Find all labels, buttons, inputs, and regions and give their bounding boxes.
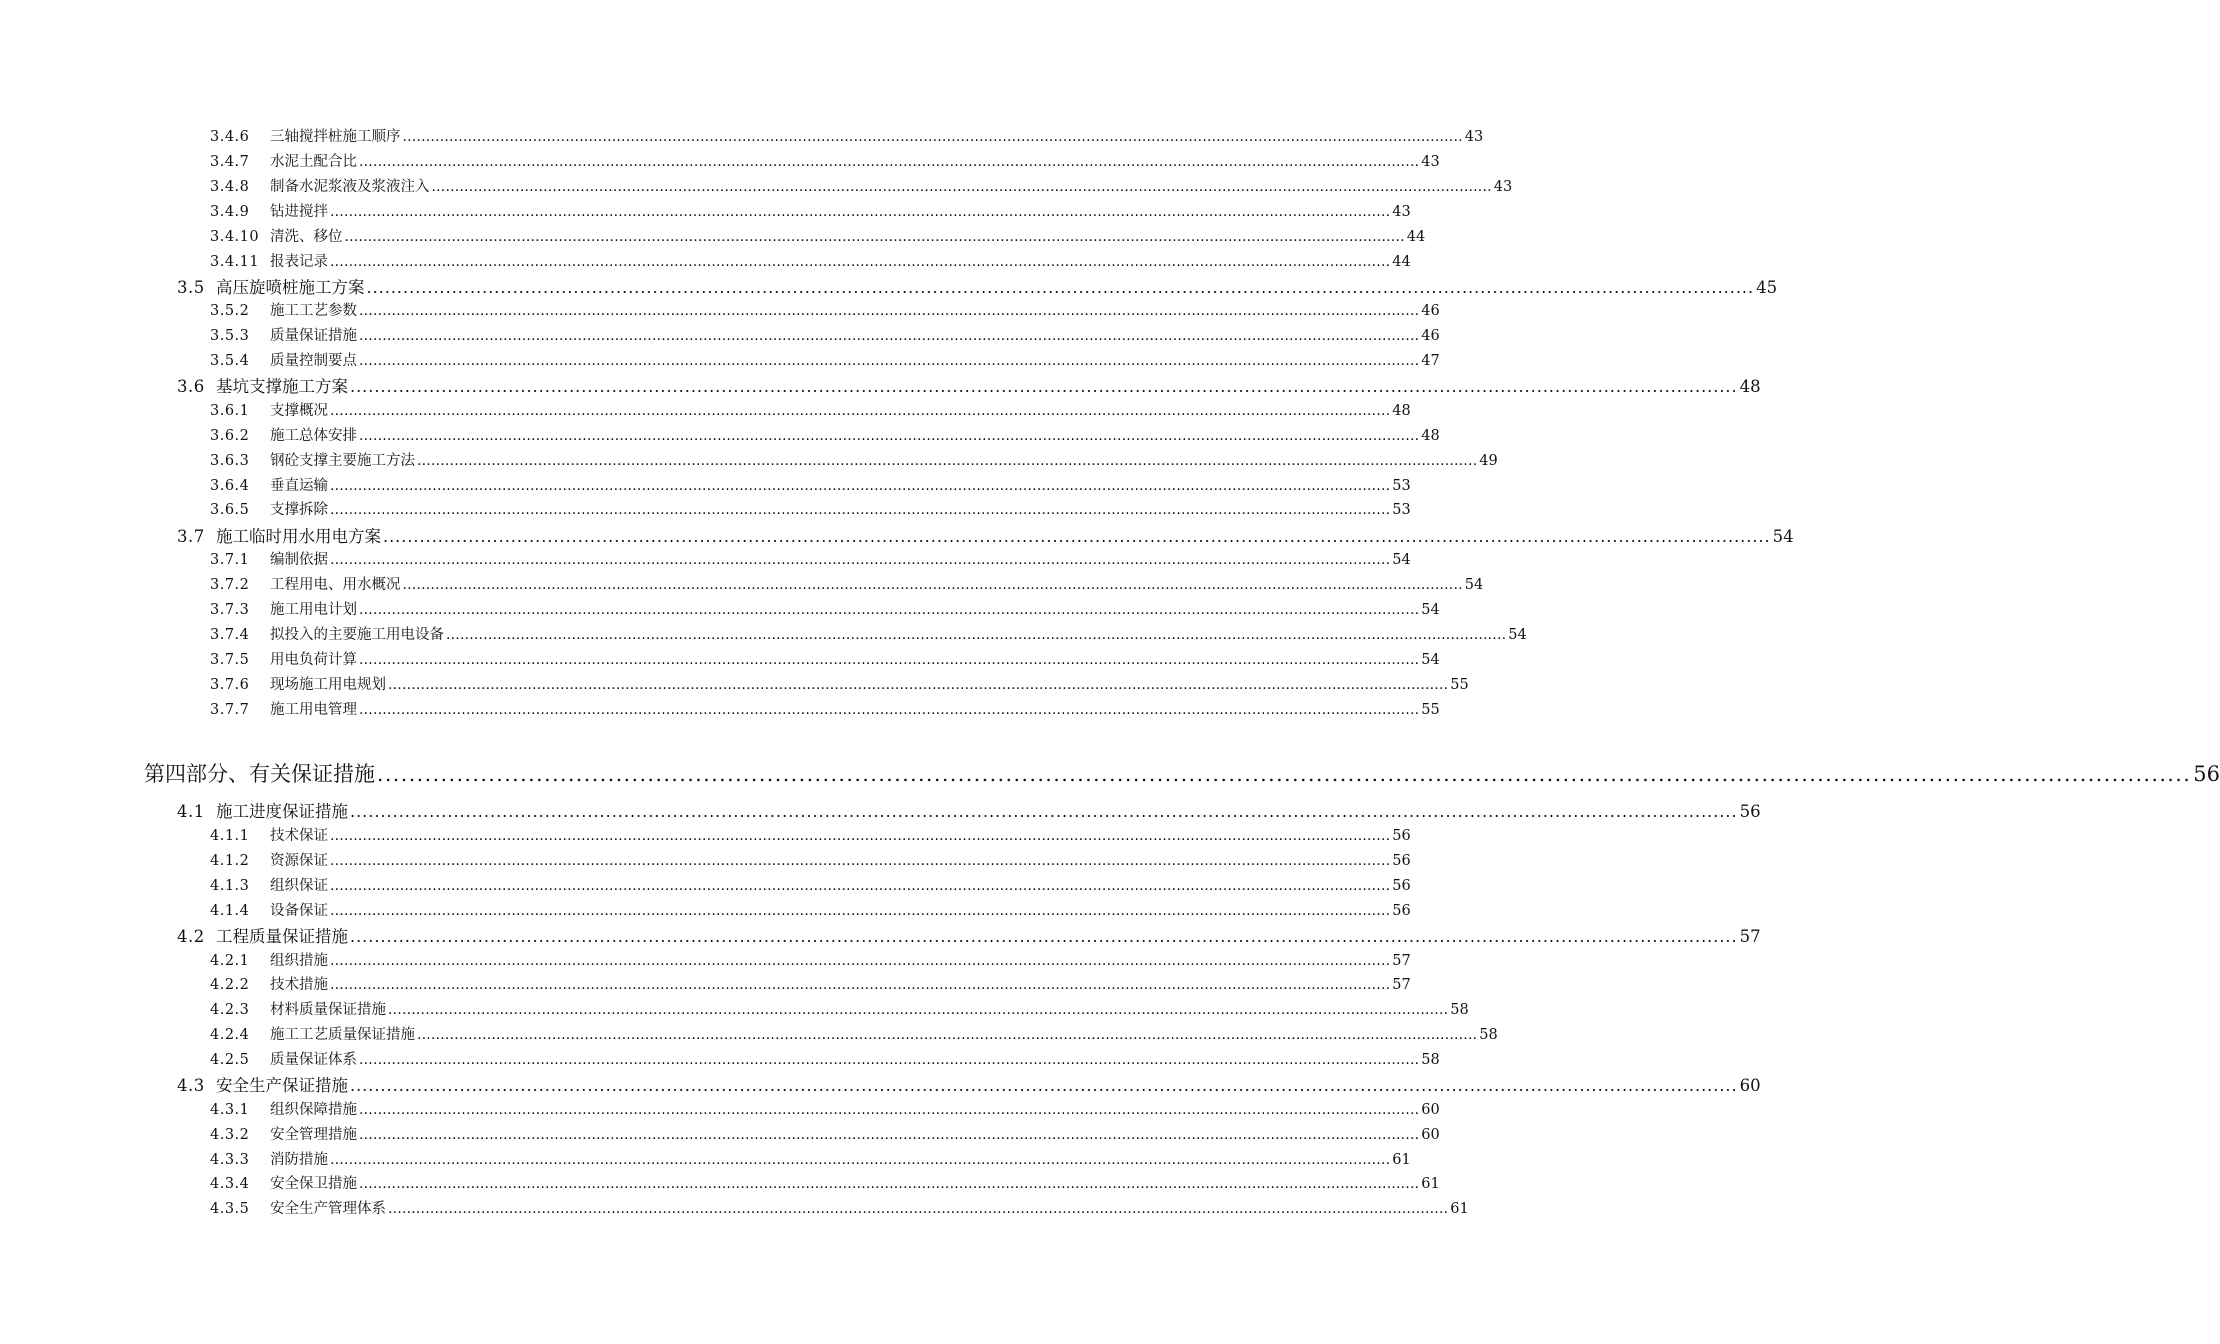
toc-entry-page-number: 60 xyxy=(1739,1076,1761,1095)
toc-dot-leader: .................................................................................................................................................................................................................................... xyxy=(330,478,1391,494)
toc-dot-leader: .................................................................................................................................................................................................................................... xyxy=(402,129,1463,145)
toc-entry-title: 钻进搅拌 xyxy=(270,204,328,220)
toc-entry[interactable] xyxy=(210,501,1411,520)
toc-entry-page-number: 54 xyxy=(1772,527,1794,546)
toc-entry[interactable] xyxy=(210,827,1411,846)
toc-entry-number: 3.4.6 xyxy=(210,129,250,145)
toc-entry-number: 4.2.2 xyxy=(210,977,250,993)
toc-entry-number: 4.3 xyxy=(177,1076,205,1095)
toc-entry-title: 材料质量保证措施 xyxy=(270,1002,386,1018)
toc-dot-leader: .................................................................................................................................................................................................................................... xyxy=(359,1127,1420,1143)
toc-entry-title: 安全管理措施 xyxy=(270,1127,357,1143)
toc-entry-page-number: 48 xyxy=(1739,377,1761,396)
toc-entry-title: 工程质量保证措施 xyxy=(216,927,348,946)
toc-dot-leader: .................................................................................................................................................................................................................................... xyxy=(330,502,1391,518)
toc-entry-number: 4.1.4 xyxy=(210,903,250,919)
toc-entry-title: 消防措施 xyxy=(270,1152,328,1168)
toc-dot-leader: .................................................................................................................................................................................................................................... xyxy=(366,278,1755,297)
toc-entry-number: 3.7.6 xyxy=(210,677,250,693)
toc-entry-page-number: 57 xyxy=(1392,977,1411,993)
toc-entry[interactable] xyxy=(210,402,1411,421)
toc-entry[interactable] xyxy=(210,1051,1440,1070)
toc-entry[interactable] xyxy=(210,203,1411,222)
toc-entry-page-number: 53 xyxy=(1392,478,1411,494)
toc-dot-leader: .................................................................................................................................................................................................................................... xyxy=(402,577,1463,593)
toc-entry[interactable] xyxy=(177,526,1794,547)
toc-entry[interactable] xyxy=(210,676,1469,695)
toc-entry-number: 3.4.7 xyxy=(210,154,250,170)
toc-entry[interactable] xyxy=(177,801,1761,822)
toc-entry[interactable] xyxy=(210,153,1440,172)
toc-entry-page-number: 55 xyxy=(1450,677,1469,693)
toc-entry[interactable] xyxy=(210,701,1440,720)
toc-entry-page-number: 44 xyxy=(1406,229,1426,245)
toc-entry-page-number: 61 xyxy=(1421,1176,1440,1192)
toc-entry-title: 组织保障措施 xyxy=(270,1102,357,1118)
toc-dot-leader: .................................................................................................................................................................................................................................... xyxy=(330,403,1391,419)
toc-entry[interactable] xyxy=(177,1075,1761,1096)
toc-entry-number: 3.6.5 xyxy=(210,502,250,518)
toc-dot-leader: .................................................................................................................................................................................................................................... xyxy=(359,328,1420,344)
toc-dot-leader: .................................................................................................................................................................................................................................... xyxy=(446,627,1507,643)
toc-entry-title: 现场施工用电规划 xyxy=(270,677,386,693)
toc-dot-leader: .................................................................................................................................................................................................................................... xyxy=(388,1002,1449,1018)
toc-entry[interactable] xyxy=(210,1175,1440,1194)
toc-entry[interactable] xyxy=(210,852,1411,871)
toc-entry-number: 3.4.9 xyxy=(210,204,250,220)
toc-dot-leader: .................................................................................................................................................................................................................................... xyxy=(383,527,1771,546)
toc-entry-title: 第四部分、有关保证措施 xyxy=(144,762,375,786)
toc-entry-page-number: 61 xyxy=(1450,1201,1469,1217)
toc-entry-number: 4.2 xyxy=(177,927,205,946)
toc-entry-number: 4.2.3 xyxy=(210,1002,250,1018)
toc-entry-title: 基坑支撑施工方案 xyxy=(216,377,348,396)
toc-entry-page-number: 57 xyxy=(1392,953,1411,969)
toc-entry-number: 4.3.2 xyxy=(210,1127,250,1143)
toc-dot-leader: .................................................................................................................................................................................................................................... xyxy=(388,1201,1449,1217)
toc-dot-leader: .................................................................................................................................................................................................................................... xyxy=(359,602,1420,618)
toc-entry-page-number: 55 xyxy=(1421,702,1440,718)
toc-entry-title: 清洗、移位 xyxy=(270,229,343,245)
toc-entry-page-number: 43 xyxy=(1464,129,1484,145)
toc-entry[interactable] xyxy=(210,1200,1469,1219)
toc-entry[interactable] xyxy=(210,902,1411,921)
toc-entry[interactable] xyxy=(210,427,1440,446)
toc-entry[interactable] xyxy=(210,352,1440,371)
toc-entry-page-number: 58 xyxy=(1421,1052,1440,1068)
toc-dot-leader: .................................................................................................................................................................................................................................... xyxy=(330,903,1391,919)
toc-entry-page-number: 56 xyxy=(1392,828,1411,844)
toc-entry-page-number: 54 xyxy=(1464,577,1484,593)
toc-entry-number: 3.6 xyxy=(177,377,205,396)
toc-entry-title: 技术保证 xyxy=(270,828,328,844)
toc-entry-page-number: 48 xyxy=(1392,403,1411,419)
toc-entry-number: 3.7.1 xyxy=(210,552,250,568)
toc-dot-leader: .................................................................................................................................................................................................................................... xyxy=(359,303,1420,319)
toc-entry-page-number: 61 xyxy=(1392,1152,1411,1168)
toc-entry-title: 资源保证 xyxy=(270,853,328,869)
toc-entry-page-number: 54 xyxy=(1421,652,1440,668)
toc-dot-leader: .................................................................................................................................................................................................................................... xyxy=(330,552,1391,568)
toc-dot-leader: .................................................................................................................................................................................................................................... xyxy=(330,204,1391,220)
toc-dot-leader: .................................................................................................................................................................................................................................... xyxy=(350,927,1738,946)
toc-entry[interactable] xyxy=(144,761,2220,788)
toc-dot-leader: .................................................................................................................................................................................................................................... xyxy=(431,179,1492,195)
toc-entry[interactable] xyxy=(210,128,1484,147)
toc-entry-title: 施工总体安排 xyxy=(270,428,357,444)
toc-entry-number: 3.6.4 xyxy=(210,478,250,494)
toc-dot-leader: .................................................................................................................................................................................................................................... xyxy=(330,977,1391,993)
toc-entry[interactable] xyxy=(177,926,1761,947)
toc-entry-page-number: 60 xyxy=(1421,1102,1440,1118)
toc-dot-leader: .................................................................................................................................................................................................................................... xyxy=(359,353,1420,369)
toc-entry-title: 组织措施 xyxy=(270,953,328,969)
toc-entry-page-number: 58 xyxy=(1450,1002,1469,1018)
toc-entry[interactable] xyxy=(210,1151,1411,1170)
toc-entry[interactable] xyxy=(210,952,1411,971)
toc-entry-title: 支撑概况 xyxy=(270,403,328,419)
toc-dot-leader: .................................................................................................................................................................................................................................... xyxy=(417,1027,1478,1043)
toc-entry[interactable] xyxy=(177,376,1761,397)
toc-entry-page-number: 54 xyxy=(1421,602,1440,618)
toc-entry-title: 施工工艺质量保证措施 xyxy=(270,1027,415,1043)
toc-entry-number: 3.7.4 xyxy=(210,627,250,643)
toc-entry[interactable] xyxy=(210,253,1411,272)
toc-entry[interactable] xyxy=(210,651,1440,670)
toc-entry-page-number: 49 xyxy=(1479,453,1498,469)
toc-entry[interactable] xyxy=(210,626,1527,645)
toc-entry-number: 3.6.1 xyxy=(210,403,250,419)
toc-entry-title: 高压旋喷桩施工方案 xyxy=(216,278,365,297)
toc-entry-page-number: 44 xyxy=(1392,254,1411,270)
toc-entry-title: 技术措施 xyxy=(270,977,328,993)
toc-entry-page-number: 56 xyxy=(1392,903,1411,919)
toc-dot-leader: .................................................................................................................................................................................................................................... xyxy=(359,428,1420,444)
toc-entry[interactable] xyxy=(210,1126,1440,1145)
toc-entry-title: 报表记录 xyxy=(270,254,328,270)
toc-entry-number: 4.2.5 xyxy=(210,1052,250,1068)
toc-entry-number: 3.5.3 xyxy=(210,328,250,344)
toc-entry-page-number: 46 xyxy=(1421,303,1440,319)
toc-entry[interactable] xyxy=(177,277,1778,298)
toc-entry[interactable] xyxy=(210,1001,1469,1020)
toc-entry[interactable] xyxy=(210,976,1411,995)
toc-entry-page-number: 47 xyxy=(1421,353,1440,369)
toc-entry-title: 安全保卫措施 xyxy=(270,1176,357,1192)
toc-entry-number: 3.4.10 xyxy=(210,229,260,245)
toc-entry[interactable] xyxy=(210,877,1411,896)
toc-entry-title: 用电负荷计算 xyxy=(270,652,357,668)
toc-entry-title: 三轴搅拌桩施工顺序 xyxy=(270,129,401,145)
toc-entry-title: 垂直运输 xyxy=(270,478,328,494)
toc-dot-leader: .................................................................................................................................................................................................................................... xyxy=(359,702,1420,718)
toc-entry-number: 3.7 xyxy=(177,527,205,546)
toc-entry-title: 施工临时用水用电方案 xyxy=(216,527,381,546)
toc-entry-title: 施工用电计划 xyxy=(270,602,357,618)
toc-entry-title: 设备保证 xyxy=(270,903,328,919)
toc-entry-number: 4.1.3 xyxy=(210,878,250,894)
toc-entry-page-number: 58 xyxy=(1479,1027,1498,1043)
toc-entry-number: 3.5.2 xyxy=(210,303,250,319)
toc-entry-title: 质量保证措施 xyxy=(270,328,357,344)
toc-dot-leader: .................................................................................................................................................................................................................................... xyxy=(350,802,1738,821)
toc-dot-leader: .................................................................................................................................................................................................................................... xyxy=(359,652,1420,668)
toc-entry-number: 4.2.1 xyxy=(210,953,250,969)
toc-entry-title: 施工用电管理 xyxy=(270,702,357,718)
toc-entry[interactable] xyxy=(210,1026,1498,1045)
toc-entry-page-number: 54 xyxy=(1392,552,1411,568)
toc-dot-leader: .................................................................................................................................................................................................................................... xyxy=(359,154,1420,170)
toc-entry-page-number: 60 xyxy=(1421,1127,1440,1143)
toc-entry[interactable] xyxy=(210,1101,1440,1120)
toc-entry-page-number: 43 xyxy=(1493,179,1513,195)
toc-dot-leader: .................................................................................................................................................................................................................................... xyxy=(417,453,1478,469)
toc-entry[interactable] xyxy=(210,327,1440,346)
toc-entry[interactable] xyxy=(210,178,1513,197)
toc-entry[interactable] xyxy=(210,228,1426,247)
toc-entry-page-number: 54 xyxy=(1508,627,1527,643)
toc-dot-leader: .................................................................................................................................................................................................................................... xyxy=(359,1176,1420,1192)
toc-entry-title: 安全生产保证措施 xyxy=(216,1076,348,1095)
toc-entry-page-number: 56 xyxy=(1392,853,1411,869)
toc-entry-page-number: 56 xyxy=(1739,802,1761,821)
toc-entry-page-number: 53 xyxy=(1392,502,1411,518)
toc-entry-number: 3.7.7 xyxy=(210,702,250,718)
toc-dot-leader: .................................................................................................................................................................................................................................... xyxy=(330,853,1391,869)
toc-entry-page-number: 46 xyxy=(1421,328,1440,344)
toc-entry-page-number: 43 xyxy=(1392,204,1411,220)
toc-dot-leader: .................................................................................................................................................................................................................................... xyxy=(330,1152,1391,1168)
toc-entry-number: 4.3.5 xyxy=(210,1201,250,1217)
toc-entry-title: 拟投入的主要施工用电设备 xyxy=(270,627,444,643)
toc-entry-number: 4.1.1 xyxy=(210,828,250,844)
toc-entry-page-number: 43 xyxy=(1421,154,1440,170)
toc-entry-page-number: 45 xyxy=(1756,278,1778,297)
toc-dot-leader: .................................................................................................................................................................................................................................... xyxy=(330,953,1391,969)
toc-entry-number: 4.2.4 xyxy=(210,1027,250,1043)
toc-entry-number: 4.1.2 xyxy=(210,853,250,869)
toc-entry[interactable] xyxy=(210,601,1440,620)
toc-entry[interactable] xyxy=(210,576,1484,595)
toc-dot-leader: .................................................................................................................................................................................................................................... xyxy=(377,762,2192,786)
toc-dot-leader: .................................................................................................................................................................................................................................... xyxy=(350,377,1738,396)
toc-entry-title: 支撑拆除 xyxy=(270,502,328,518)
toc-entry-number: 3.7.2 xyxy=(210,577,250,593)
toc-entry[interactable] xyxy=(210,551,1411,570)
toc-entry[interactable] xyxy=(210,302,1440,321)
toc-entry-number: 3.7.5 xyxy=(210,652,250,668)
toc-entry-page-number: 56 xyxy=(1392,878,1411,894)
toc-entry-title: 工程用电、用水概况 xyxy=(270,577,401,593)
toc-entry-title: 水泥土配合比 xyxy=(270,154,357,170)
toc-entry-number: 3.6.3 xyxy=(210,453,250,469)
toc-entry-title: 安全生产管理体系 xyxy=(270,1201,386,1217)
toc-entry-title: 施工进度保证措施 xyxy=(216,802,348,821)
toc-entry-title: 质量保证体系 xyxy=(270,1052,357,1068)
toc-entry-number: 3.6.2 xyxy=(210,428,250,444)
toc-dot-leader: .................................................................................................................................................................................................................................... xyxy=(359,1052,1420,1068)
toc-entry-number: 4.3.1 xyxy=(210,1102,250,1118)
toc-entry[interactable] xyxy=(210,477,1411,496)
toc-entry-title: 钢砼支撑主要施工方法 xyxy=(270,453,415,469)
toc-entry-number: 3.4.11 xyxy=(210,254,260,270)
toc-entry-title: 质量控制要点 xyxy=(270,353,357,369)
toc-entry-number: 4.3.3 xyxy=(210,1152,250,1168)
toc-entry-page-number: 57 xyxy=(1739,927,1761,946)
toc-entry-number: 3.7.3 xyxy=(210,602,250,618)
toc-dot-leader: .................................................................................................................................................................................................................................... xyxy=(330,254,1391,270)
toc-dot-leader: .................................................................................................................................................................................................................................... xyxy=(330,828,1391,844)
toc-entry-number: 3.5.4 xyxy=(210,353,250,369)
toc-entry-title: 编制依据 xyxy=(270,552,328,568)
toc-dot-leader: .................................................................................................................................................................................................................................... xyxy=(359,1102,1420,1118)
toc-entry[interactable] xyxy=(210,452,1498,471)
toc-entry-page-number: 56 xyxy=(2193,762,2220,786)
toc-entry-page-number: 48 xyxy=(1421,428,1440,444)
toc-entry-title: 组织保证 xyxy=(270,878,328,894)
toc-entry-number: 3.5 xyxy=(177,278,205,297)
toc-dot-leader: .................................................................................................................................................................................................................................... xyxy=(344,229,1405,245)
toc-entry-title: 制备水泥浆液及浆液注入 xyxy=(270,179,430,195)
toc-dot-leader: .................................................................................................................................................................................................................................... xyxy=(330,878,1391,894)
toc-entry-number: 3.4.8 xyxy=(210,179,250,195)
toc-dot-leader: .................................................................................................................................................................................................................................... xyxy=(388,677,1449,693)
toc-entry-title: 施工工艺参数 xyxy=(270,303,357,319)
toc-entry-number: 4.1 xyxy=(177,802,205,821)
toc-entry-number: 4.3.4 xyxy=(210,1176,250,1192)
toc-dot-leader: .................................................................................................................................................................................................................................... xyxy=(350,1076,1738,1095)
